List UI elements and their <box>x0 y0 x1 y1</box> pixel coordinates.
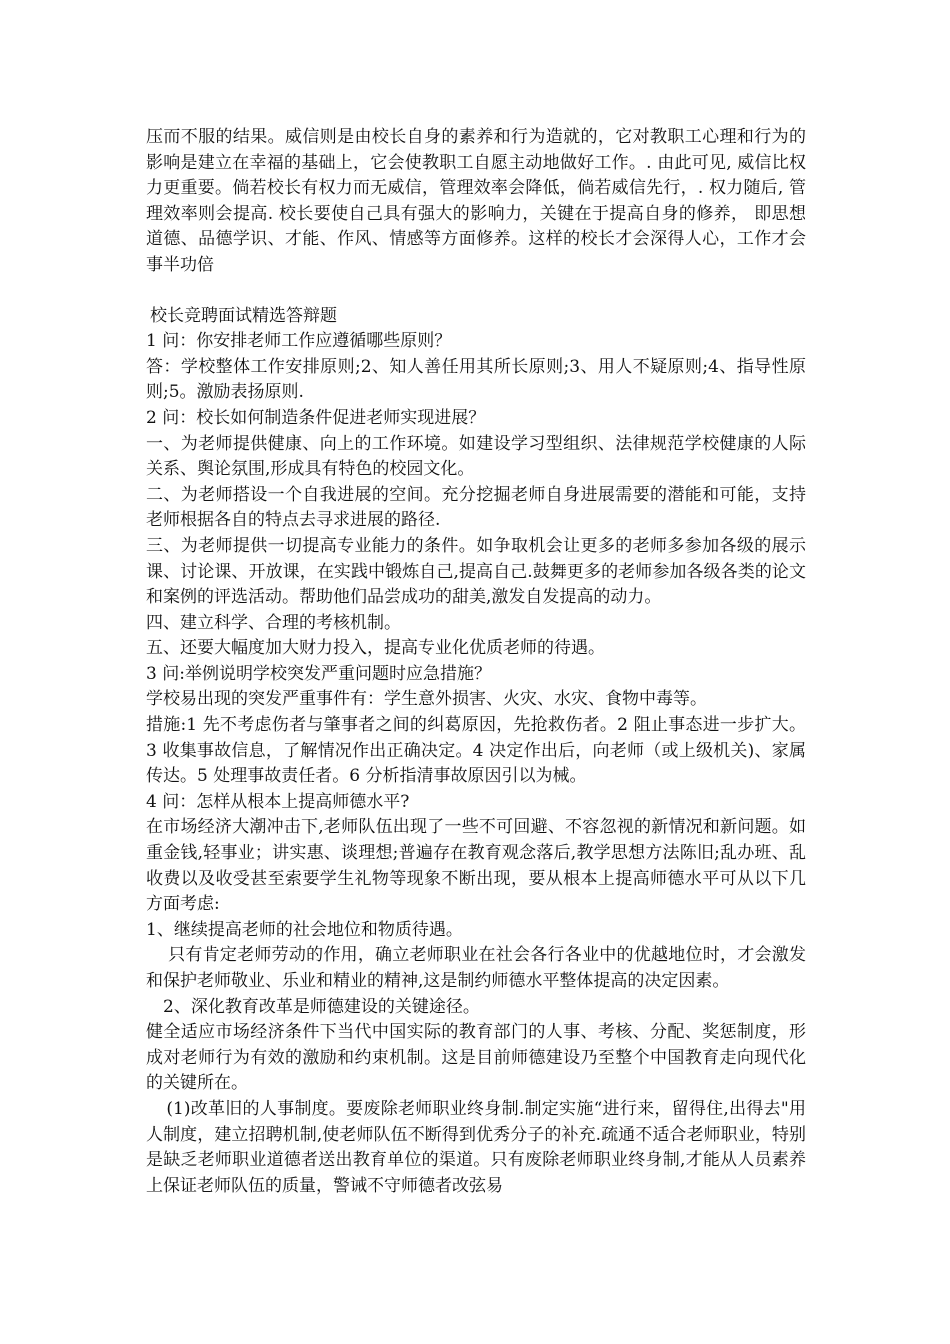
q3-measures: 措施:1 先不考虑伤者与肇事者之间的纠葛原因，先抢救伤者。2 阻止事态进一步扩大。3 收集事故信息，了解情况作出正确决定。4 决定作出后，向老师（或上级机关)、家属传达。5 处理事故责任者。6 分析指清事故原因引以为械。 <box>146 715 806 787</box>
section-title: 校长竞聘面试精选答辩题 <box>150 305 337 326</box>
q2-point-2: 二、为老师搭设一个自我进展的空间。充分挖掘老师自身进展需要的潜能和可能，支持老师根据各自的特点去寻求进展的路径. <box>146 484 806 531</box>
q4-point2-body: 健全适应市场经济条件下当代中国实际的教育部门的人事、考核、分配、奖惩制度，形成对老师行为有效的激励和约束机制。这是目前师德建设乃至整个中国教育走向现代化的关键所在。 <box>146 1022 806 1094</box>
q4-point1-body: 只有肯定老师劳动的作用，确立老师职业在社会各行各业中的优越地位时，才会激发和保护老师敬业、乐业和精业的精神,这是制约师德水平整体提高的决定因素。 <box>146 945 806 991</box>
q2-point-4: 四、建立科学、合理的考核机制。 <box>146 612 401 633</box>
q3-incidents: 学校易出现的突发严重事件有：学生意外损害、火灾、水灾、食物中毒等。 <box>146 689 707 710</box>
paragraph-gap <box>146 279 806 304</box>
q4-point2-title: 2、深化教育改革是师德建设的关键途径。 <box>163 996 480 1017</box>
q2-point-5: 五、还要大幅度加大财力投入，提高专业化优质老师的待遇。 <box>146 638 605 659</box>
q4-point2-sub1: (1)改革旧的人事制度。要废除老师职业终身制.制定实施“进行来，留得住,出得去"用人制度，建立招聘机制,使老师队伍不断得到优秀分子的补充.疏通不适合老师职业，特别是缺乏老师职业道德者送出教育单位的渠道。只有废除老师职业终身制,才能从人员素养上保证老师队伍的质量，警诫不守师德者改弦易 <box>146 1098 806 1196</box>
document-page <box>146 125 806 1199</box>
q3-question: 3 问:举例说明学校突发严重问题时应急措施？ <box>146 663 491 684</box>
q2-question: 2 问：校长如何制造条件促进老师实现进展？ <box>146 407 486 428</box>
q2-point-3: 三、为老师提供一切提高专业能力的条件。如争取机会让更多的老师多参加各级的展示课、讨论课、开放课，在实践中锻炼自己,提高自己.鼓舞更多的老师参加各级各类的论文和案例的评选活动。帮助他们品尝成功的甜美,激发自发提高的动力。 <box>146 535 806 608</box>
opening-paragraph: 压而不服的结果。威信则是由校长自身的素养和行为造就的，它对教职工心理和行为的影响是建立在幸福的基础上，它会使教职工自愿主动地做好工作。. 由此可见, 威信比权力更重要。倘若校长有权力而无威信，管理效率会降低，倘若威信先行，. 权力随后, 管理效率则会提高. 校长要使自己具有强大的影响力，关键在于提高自身的修养， 即思想道德、品德学识、才能、作风、情感等方面修养。这样的校长才会深得人心，工作才会事半功倍 <box>146 127 806 275</box>
q4-point1-title: 1、继续提高老师的社会地位和物质待遇。 <box>146 919 463 940</box>
q4-question: 4 问：怎样从根本上提高师德水平? <box>146 791 410 812</box>
q1-question: 1 问：你安排老师工作应遵循哪些原则？ <box>146 331 452 352</box>
q4-intro: 在市场经济大潮冲击下,老师队伍出现了一些不可回避、不容忽视的新情况和新问题。如重金钱,轻事业；讲实惠、谈理想;普遍存在教育观念落后,教学思想方法陈旧;乱办班、乱收费以及收受甚至索要学生礼物等现象不断出现，要从根本上提高师德水平可从以下几方面考虑: <box>146 817 806 915</box>
q1-answer: 答：学校整体工作安排原则;2、知人善任用其所长原则;3、用人不疑原则;4、指导性原则;5。激励表扬原则. <box>146 356 806 403</box>
q2-point-1: 一、为老师提供健康、向上的工作环境。如建设学习型组织、法律规范学校健康的人际关系、舆论氛围,形成具有特色的校园文化。 <box>146 433 806 480</box>
